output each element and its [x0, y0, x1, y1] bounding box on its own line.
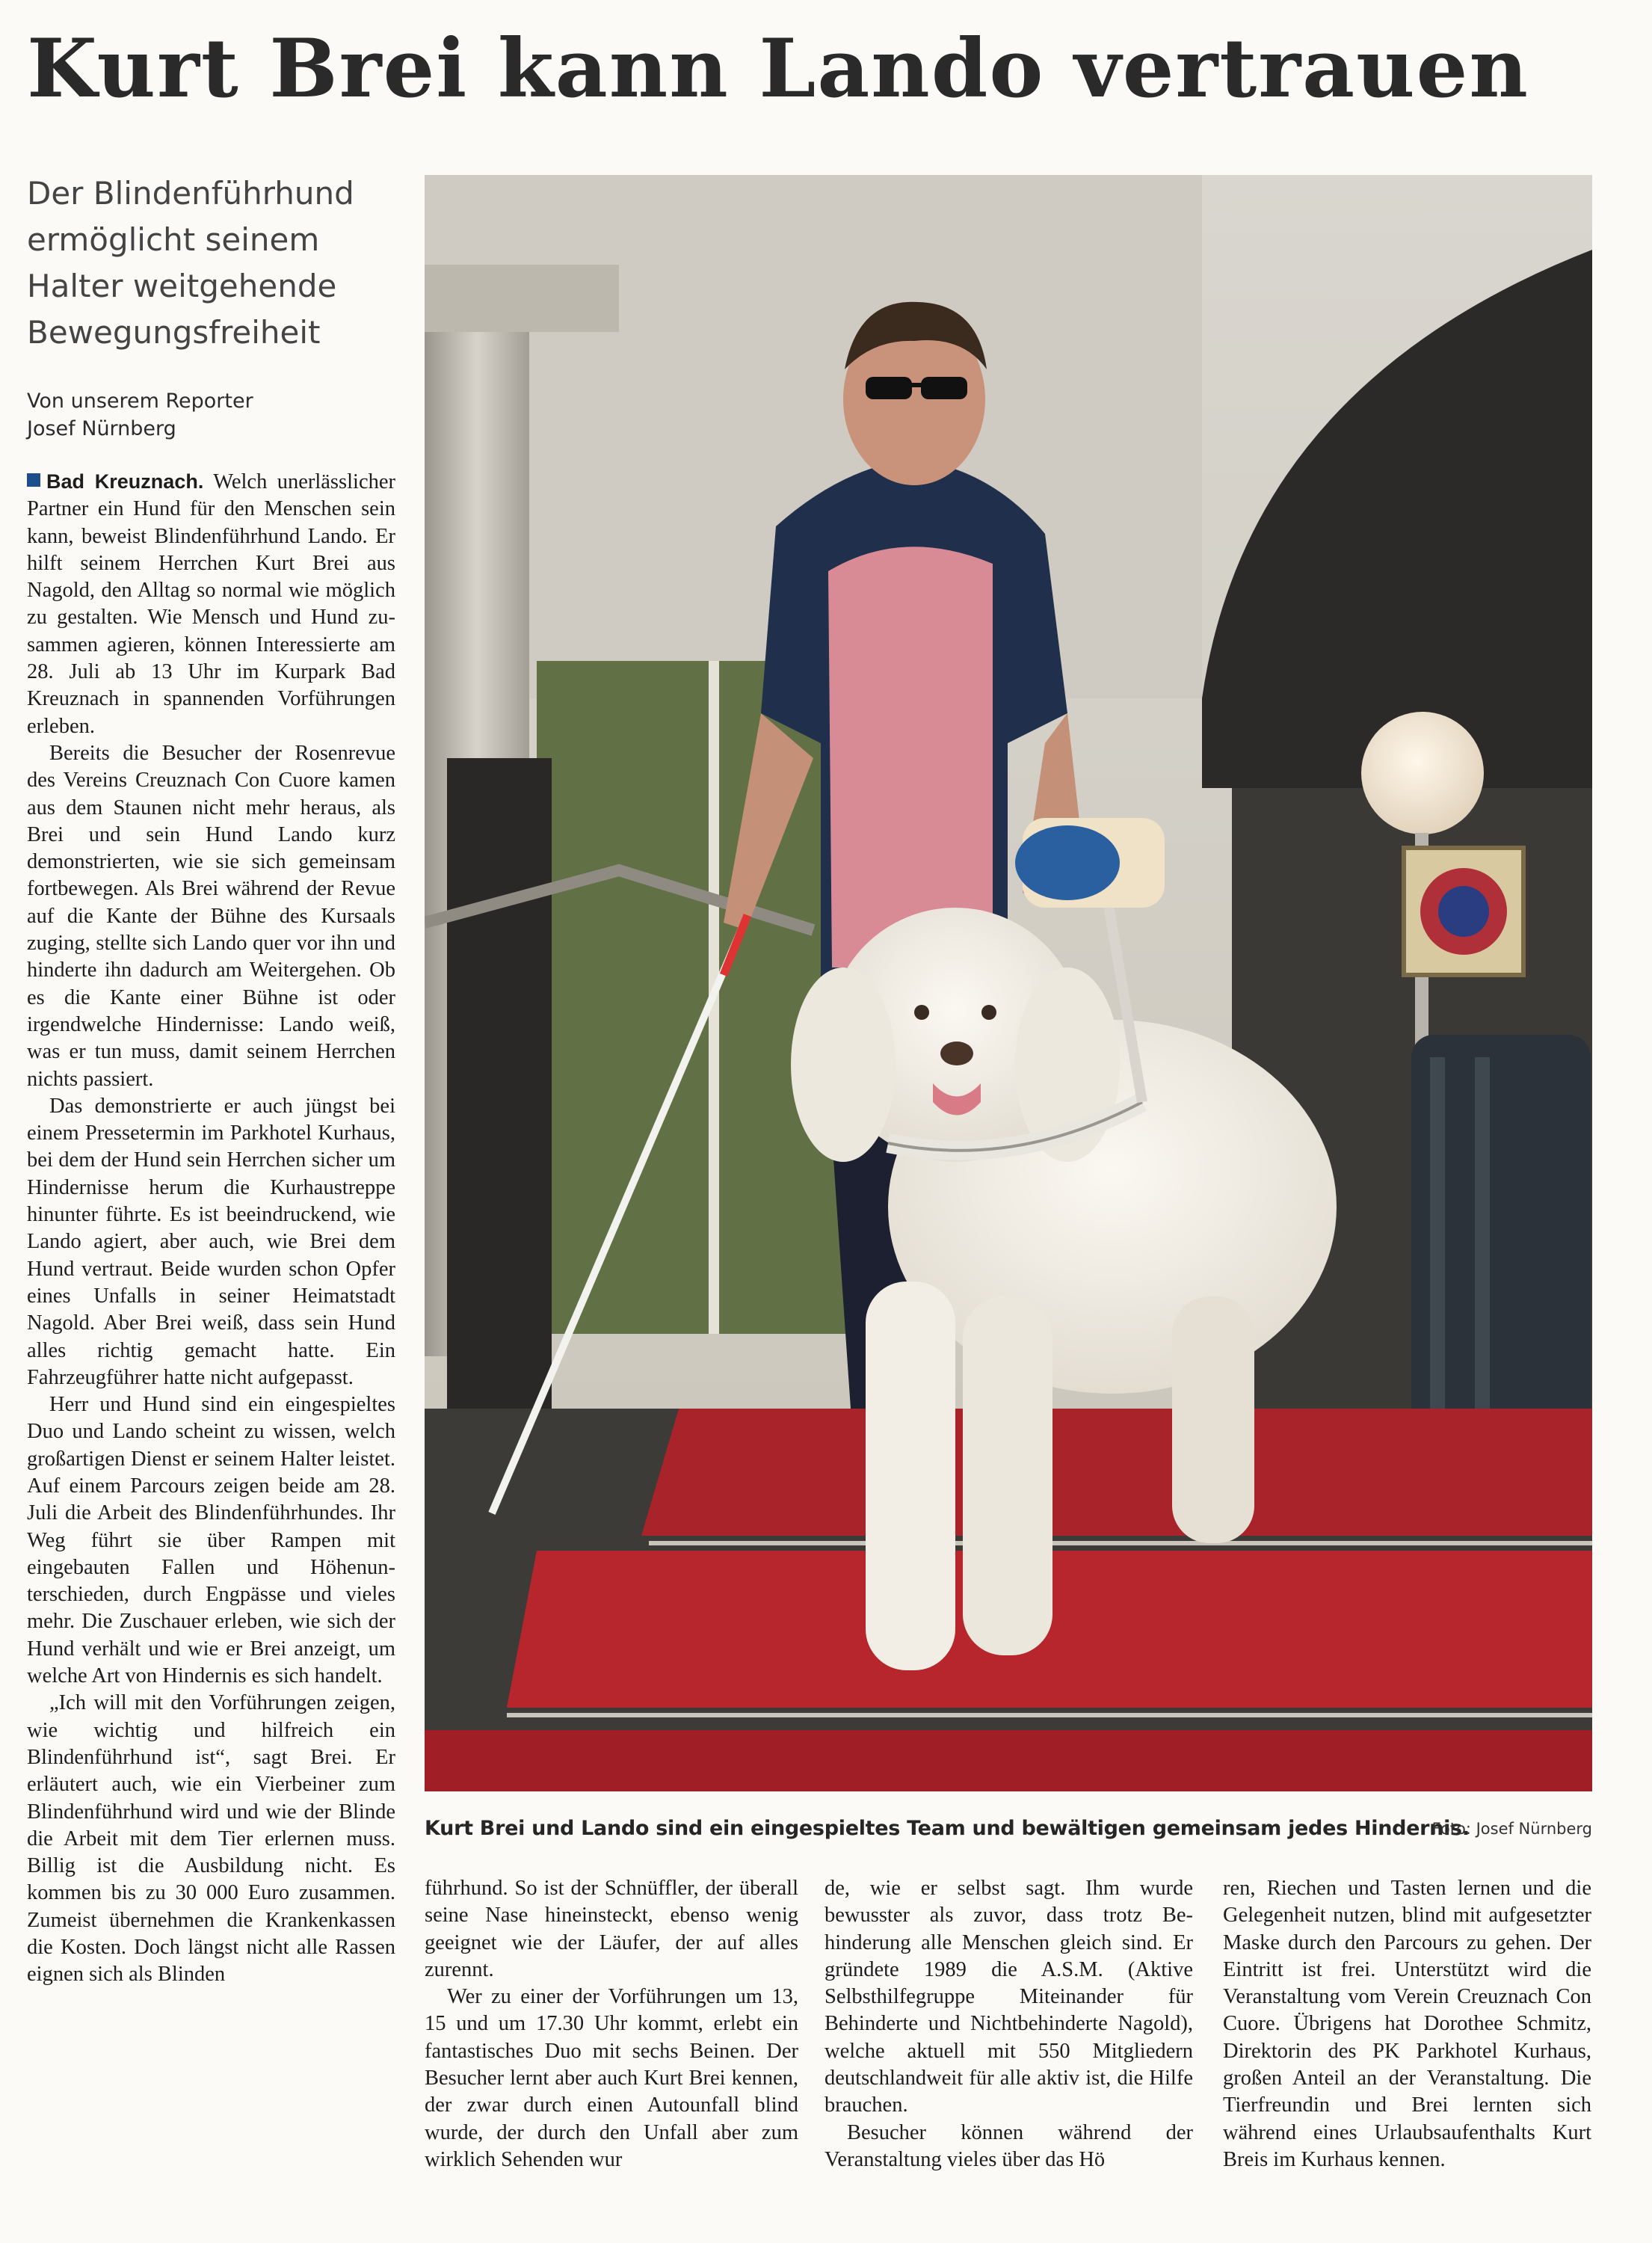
article-column-2 — [425, 1875, 798, 2173]
article-paragraph: Herr und Hund sind ein eingespieltes Duo und Lando scheint zu wissen, welch großartigen Dienst er seinem Halter leistet. Auf einem Parcours zeigen beide am 28. Juli die Arbeit des Blindenführhundes. Ihr Weg führt sie über Rampen mit eingebauten Fallen und Höhenunterschieden, durch Engpässe und vieles mehr. Die Zuschauer erleben, wie sich der Hund verhält und wie er Brei anzeigt, um welche Art von Hindernis es sich handelt. — [27, 1393, 395, 1688]
byline-author: Josef Nürnberg — [27, 417, 176, 440]
article-paragraph: Bereits die Besucher der Rosenrevue des Vereins Creuznach Con Cuore kamen aus dem Staunen nicht mehr heraus, als Brei und sein Hund Lando kurz demonstrierten, wie sie sich gemeinsam fortbewegen. Als Brei während der Revue auf die Kante der Bühne des Kursaals zuging, stellte sich Lando quer vor ihn und hinderte ihn dadurch am Weitergehen. Ob es die Kante einer Bühne ist oder irgendwelche Hindernisse: Lando weiß, was er tun muss, damit seinem Herrchen nichts passiert. — [27, 741, 395, 1091]
article-paragraph: Besucher können während der Veranstaltung vieles über das Hö — [825, 2120, 1193, 2171]
byline-label: Von unserem Reporter — [27, 390, 253, 413]
subheadline-line: ermöglicht seinem — [27, 221, 320, 258]
byline — [27, 387, 401, 443]
photo-caption-bar — [425, 1817, 1592, 1847]
article-paragraph: Wer zu einer der Vorführungen um 13, 15 und um 17.30 Uhr kommt, erlebt ein fantastisches Duo mit sechs Beinen. Der Besucher lernt aber auch Kurt Brei kennen, der zwar durch einen Autounfall blind wurde, der durch den Unfall aber zum wirklich Sehenden wur — [425, 1985, 798, 2171]
article-paragraph: ren, Riechen und Tasten lernen und die Gelegenheit nutzen, blind mit aufgesetzter Maske durch den Parcours zu gehen. Der Eintritt ist frei. Unterstützt wird die Veranstaltung vom Verein Creuznach Con Cuore. Übrigens hat Dorothee Schmitz, Direktorin des PK Parkhotel Kurhaus, großen Anteil an der Veranstaltung. Die Tierfreundin und Brei lernten sich während eines Urlaubsaufenthalts Kurt Breis im Kurhaus kennen. — [1223, 1877, 1591, 2171]
article-paragraph: führhund. So ist der Schnüffler, der überall seine Nase hineinsteckt, ebenso wenig geeignet wie der Läufer, der auf alles zurennt. — [425, 1877, 798, 1981]
article-paragraph — [27, 468, 395, 740]
article-photo — [425, 175, 1592, 1791]
article-paragraph: „Ich will mit den Vorführungen zeigen, wie wichtig und hilfreich ein Blindenführhund ist“, sagt Brei. Er erläutert auch, wie ein Vierbeiner zum Blindenführhund wird und wie der Blinde die Arbeit mit dem Tier erlernen muss. Billig ist die Ausbildung nicht. Es kommen bis zu 30 000 Euro zusammen. Zumeist übernehmen die Krankenkassen die Kosten. Doch längst nicht alle Rassen eignen sich als Blinden — [27, 1691, 395, 1987]
photo-guide-dog-on-stairs — [425, 175, 1592, 1791]
photo-caption: Kurt Brei und Lando sind ein eingespieltes Team und bewältigen gemeinsam jedes Hindernis. — [425, 1817, 1470, 1840]
article-column-4 — [1223, 1875, 1591, 2173]
subheadline-line: Der Blindenführhund — [27, 175, 354, 212]
article-paragraph: Das demonstrierte er auch jüngst bei einem Pressetermin im Parkhotel Kurhaus, bei dem der Hund sein Herrchen sicher um Hindernisse herum die Kurhaustreppe hinunter führte. Es ist beeindruckend, wie Lando agiert, aber auch, wie Brei dem Hund vertraut. Beide wurden schon Opfer eines Unfalls in seiner Heimatstadt Nagold. Aber Brei weiß, dass sein Hund alles richtig gemacht hatte. Ein Fahrzeugführer hatte nicht aufgepasst. — [27, 1094, 395, 1389]
subheadline-line: Bewegungsfreiheit — [27, 314, 321, 351]
article-column-1 — [27, 468, 395, 1989]
subheadline-line: Halter weitgehende — [27, 268, 337, 304]
subheadline — [27, 170, 401, 356]
dateline-marker-icon — [27, 473, 40, 487]
article-paragraph: de, wie er selbst sagt. Ihm wurde bewusster als zuvor, dass trotz Behinderung alle Menschen gleich sind. Er gründete 1989 die A.S.M. (Aktive Selbsthilfegruppe Miteinander für Behinderte und Nichtbehinderte Nagold), welche aktuell mit 550 Mitgliedern deutschlandweit für alle aktiv ist, die Hilfe brauchen. — [825, 1877, 1193, 2117]
dateline: Bad Kreuznach. — [46, 470, 204, 493]
photo-credit: Foto: Josef Nürnberg — [1431, 1820, 1592, 1838]
article-column-3 — [825, 1875, 1193, 2173]
headline: Kurt Brei kann Lando vertrauen — [27, 22, 1529, 116]
paragraph-text: Welch unerlässlicher Partner ein Hund für den Menschen sein kann, beweist Blindenführhund Lando. Er hilft seinem Herrchen Kurt Brei aus Nagold, den Alltag so normal wie möglich zu gestalten. Wie Mensch und Hund zusammen agieren, können Interessierte am 28. Juli ab 13 Uhr im Kurpark Bad Kreuznach in spannenden Vorführungen erleben. — [27, 470, 395, 738]
